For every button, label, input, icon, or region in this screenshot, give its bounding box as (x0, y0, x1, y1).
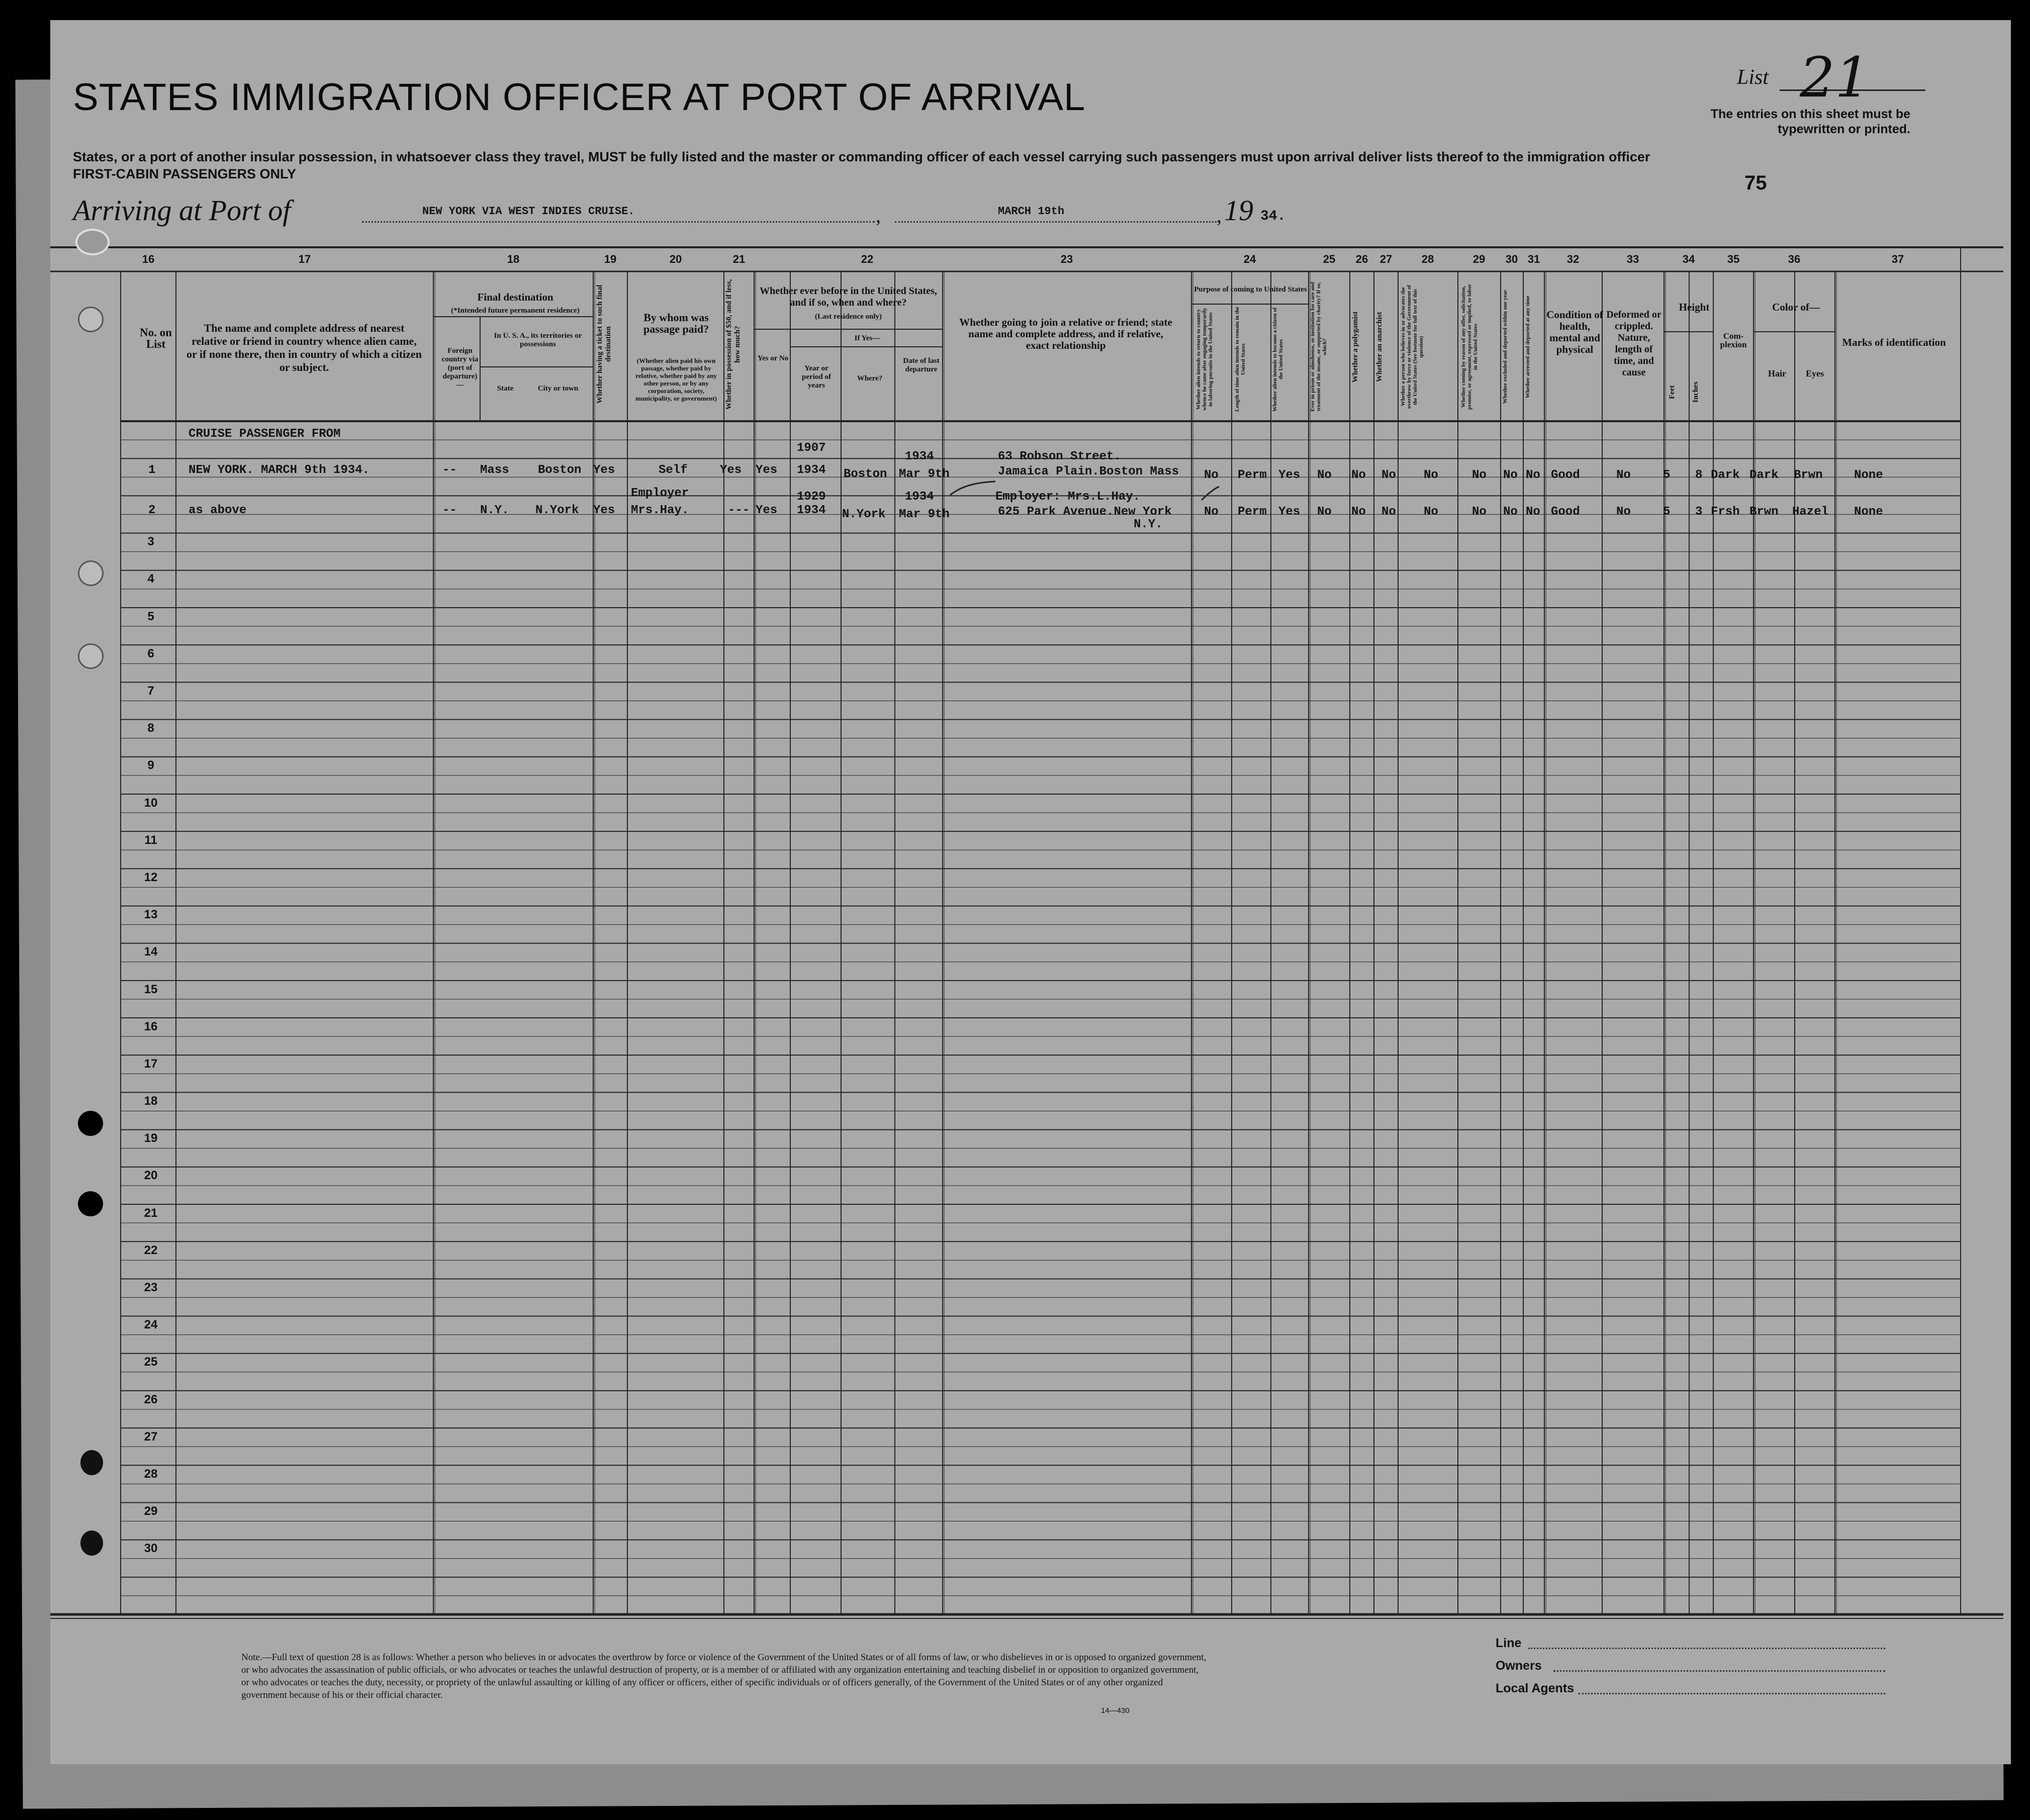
column-number-31: 31 (1527, 253, 1540, 265)
row1-city: Boston (538, 463, 582, 477)
column-number-29: 29 (1472, 253, 1486, 265)
row2-anarchist: No (1381, 505, 1396, 519)
column-number-22: 22 (861, 253, 874, 265)
row1-year-b: 1934 (797, 463, 826, 477)
binder-hole-1 (78, 307, 104, 332)
header-c31: Whether arrested and deported at any time (1525, 296, 1531, 398)
header-c22-sub: (Last residence only) (814, 313, 882, 321)
header-c36-eyes: Eyes (1806, 368, 1824, 378)
row-number-27: 27 (144, 1429, 158, 1444)
row2-deported: No (1526, 505, 1540, 519)
row2-feet: 5 (1663, 505, 1671, 519)
row1-feet: 5 (1663, 468, 1671, 482)
comma-2: , (1217, 204, 1222, 227)
row2-year-a: 1929 (797, 490, 826, 504)
row2-marks: None (1854, 505, 1883, 519)
list-number: 21 (1800, 45, 1870, 110)
row1-polygamist: No (1351, 468, 1366, 482)
row-number-23: 23 (144, 1281, 158, 1295)
row1-ticket: Yes (593, 463, 615, 477)
header-c22-year: Year or period of years (802, 364, 831, 390)
header-c28: Whether a person who believes in or advocates the overthrow by force or violence of the Government of the United States (See footnote for full text of this question) (1400, 284, 1424, 409)
row1-labor: No (1472, 468, 1487, 482)
row1-eyes: Brwn (1794, 468, 1823, 482)
column-number-37: 37 (1891, 253, 1904, 265)
column-number-36: 36 (1788, 253, 1801, 265)
agents-field (1579, 1693, 1885, 1694)
row2-join-c: N.Y. (1134, 518, 1163, 531)
column-number-18: 18 (507, 253, 520, 265)
binder-hole-7 (80, 1530, 103, 1556)
row2-join-b: 625 Park Avenue.New York (998, 505, 1172, 519)
row2-citizen: Yes (1278, 505, 1301, 519)
header-c18-sub: (*Intended future permanent residence) (451, 307, 580, 315)
binder-ring-hole-1 (75, 229, 110, 255)
row2-foreign: -- (442, 504, 457, 517)
row-number-15: 15 (144, 982, 158, 996)
row2-excluded: No (1503, 505, 1518, 519)
row-number-8: 8 (147, 721, 154, 735)
row2-year-b: 1934 (797, 504, 826, 517)
row1-overthrow: No (1424, 468, 1438, 482)
header-c19: Whether having a ticket to such final destination (596, 284, 612, 404)
row2-eyes: Hazel (1792, 505, 1829, 519)
header-c29: Whether coming by reason of any offer, solicitation, promise, or agreement, expressed or implied, to labor in the United States (1460, 283, 1479, 410)
row1-hair: Dark (1749, 468, 1779, 482)
page-title: STATES IMMIGRATION OFFICER AT PORT OF ARRIVAL (73, 76, 1086, 119)
row1-date-a: 1934 (905, 450, 934, 463)
arriving-label: Arriving at Port of (73, 194, 291, 227)
row1-excluded: No (1503, 468, 1518, 482)
row1-complexion: Dark (1711, 468, 1740, 482)
row1-marks: None (1854, 468, 1883, 482)
row-number-11: 11 (144, 833, 157, 847)
header-c18-foreign: Foreign country via (port of departure)— (441, 347, 479, 389)
binder-hole-3 (78, 643, 104, 669)
row2-before: Yes (756, 504, 778, 517)
row2-date-b: Mar 9th (899, 508, 950, 521)
row-number-9: 9 (147, 758, 154, 773)
column-number-34: 34 (1682, 253, 1695, 265)
row2-polygamist: No (1351, 505, 1366, 519)
date-value: MARCH 19th (998, 205, 1065, 218)
row2-inches: 3 (1695, 505, 1703, 519)
header-c34: Height (1679, 301, 1710, 313)
row1-inches: 8 (1695, 468, 1703, 482)
header-c33: Deformed or crippled. Nature, length of time, and cause (1606, 309, 1662, 378)
binder-hole-6 (80, 1450, 103, 1475)
row-number-7: 7 (147, 684, 154, 698)
row2-overthrow: No (1424, 505, 1438, 519)
header-c36: Color of— (1772, 301, 1820, 313)
column-number-20: 20 (669, 253, 682, 265)
header-c18: Final destination (477, 291, 553, 303)
header-c22-date: Date of last departure (903, 357, 940, 373)
header-c22-ifyes: If Yes— (854, 334, 880, 342)
row1-citizen: Yes (1278, 468, 1301, 482)
row-number-29: 29 (144, 1504, 158, 1518)
header-c24b: Length of time alien intends to remain in the United States (1234, 307, 1246, 412)
row-number-16: 16 (144, 1019, 158, 1033)
row1-year-a: 1907 (797, 441, 826, 455)
row1-join-b: Jamaica Plain.Boston Mass (998, 465, 1179, 478)
column-number-16: 16 (142, 253, 155, 265)
subtitle-line-2: FIRST-CABIN PASSENGERS ONLY (73, 166, 297, 181)
row-number-14: 14 (144, 945, 158, 959)
column-number-19: 19 (604, 253, 617, 265)
header-c34-inches: Inches (1692, 381, 1700, 403)
row2-city: N.York (535, 504, 579, 517)
header-c17: The name and complete address of nearest relative or friend in country whence alien came, or if none there, then in country of which a citizen or subject. (187, 322, 422, 373)
row1-before: Yes (756, 463, 778, 477)
row1-foreign: -- (442, 463, 457, 477)
row2-complexion: Frsh (1711, 505, 1740, 519)
header-c34-feet: Feet (1668, 385, 1676, 399)
row2-length: Perm (1238, 505, 1267, 519)
row2-paid-by-b: Mrs.Hay. (631, 504, 689, 517)
row1-date-b: Mar 9th (899, 467, 950, 481)
header-c18-usa: In U. S. A., its territories or possessions (494, 332, 582, 348)
header-c22-where: Where? (857, 374, 883, 382)
row1-paid-by: Self (659, 463, 688, 477)
handwritten-ticks (945, 477, 1227, 518)
row-number-22: 22 (144, 1243, 158, 1257)
row-number-24: 24 (144, 1318, 158, 1332)
row2-hair: Brwn (1749, 505, 1779, 519)
row2-prison: No (1317, 505, 1332, 519)
row2-paid-by-a: Employer (631, 487, 689, 500)
header-c22: Whether ever before in the United States, and if so, when and where? (760, 285, 937, 308)
row1-where: Boston (844, 467, 887, 481)
row2-state: N.Y. (480, 504, 509, 517)
footnote: Note.—Full text of question 28 is as follows: Whether a person who believes in or advocates the overthrow by force or violence of the Government of the United States or of all forms of law, or who disbelieves in or is opposed to organized government, or who advocates the assassination of public officials, or who advocates or teaches the unlawful destruction of property, or is a member of or affiliated with any organization entertaining and teaching disbelief in or opposition to organized government, or who advocates or teaches the duty, necessity, or propriety of the unlawful assaulting or killing of any officer or officers, either of specific individuals or of officers generally, of the Government of the United States or of any other organized government because of his or their official character. (241, 1652, 1207, 1700)
header-c22-yesno: Yes or No (757, 354, 789, 362)
header-c21: Whether in possession of $50, and if less, how much? (725, 279, 742, 410)
header-c18-state: State (497, 385, 514, 393)
row1-return: No (1204, 468, 1219, 482)
year-prefix: 19 (1224, 194, 1253, 227)
row1-no: 1 (148, 463, 156, 477)
typewritten-notice: The entries on this sheet must be typewritten or printed. (1710, 107, 1910, 136)
row1-deformed: No (1616, 468, 1631, 482)
header-c35: Com-plexion (1720, 331, 1747, 349)
row2-join-a: Employer: Mrs.L.Hay. (995, 490, 1141, 504)
header-c18-city: City or town (537, 385, 579, 393)
row1-prison: No (1317, 468, 1332, 482)
row2-deformed: No (1616, 505, 1631, 519)
row-number-12: 12 (144, 870, 158, 884)
row1-health: Good (1551, 468, 1580, 482)
column-number-24: 24 (1243, 253, 1256, 265)
row-number-4: 4 (147, 572, 154, 586)
header-c32: Condition of health, mental and physical (1546, 309, 1603, 355)
column-number-23: 23 (1060, 253, 1073, 265)
row1-length: Perm (1238, 468, 1267, 482)
row1-state: Mass (480, 463, 509, 477)
row-number-10: 10 (144, 796, 158, 810)
header-c16: No. on List (140, 326, 172, 350)
column-number-26: 26 (1355, 253, 1368, 265)
header-c30: Whether excluded and deported within one year (1502, 290, 1508, 404)
row-number-3: 3 (147, 535, 154, 549)
subtitle-line-1: States, or a port of another insular possession, in whatsoever class they travel, MUST be fully listed and the master or commanding officer of each vessel carrying such passengers must upon arrival deliver lists thereof to the immigration officer (73, 149, 1650, 164)
row-number-18: 18 (144, 1094, 158, 1108)
row-number-21: 21 (144, 1206, 158, 1220)
agents-label: Local Agents (1496, 1681, 1575, 1695)
binder-hole-2 (78, 560, 104, 586)
comma-1: , (876, 204, 881, 227)
header-c27: Whether an anarchist (1375, 312, 1383, 382)
header-c20-note: (Whether alien paid his own passage, whether paid by relative, whether paid by any other person, or by any corporation, society, municipality, or government) (635, 357, 717, 402)
row-number-28: 28 (144, 1467, 158, 1481)
row2-date-a: 1934 (905, 490, 934, 504)
column-number-27: 27 (1379, 253, 1393, 265)
pre-entry-line: CRUISE PASSENGER FROM (189, 427, 341, 441)
column-number-28: 28 (1421, 253, 1434, 265)
binder-hole-5 (78, 1191, 103, 1216)
column-number-17: 17 (298, 253, 311, 265)
header-c26: Whether a polygamist (1351, 311, 1359, 382)
row-number-13: 13 (144, 908, 158, 922)
header-c36-hair: Hair (1768, 368, 1786, 378)
row-number-26: 26 (144, 1392, 158, 1406)
page-number: 75 (1744, 172, 1767, 194)
header-c37: Marks of identification (1842, 336, 1946, 348)
header-c25: Ever in prison or almshouse, or institution for care and treatment of the insane, or supported by charity? If so, which? (1310, 281, 1328, 412)
header-c23: Whether going to join a relative or friend; state name and complete address, and if relative, exact relationship (959, 316, 1172, 351)
row-number-30: 30 (144, 1542, 158, 1556)
column-number-21: 21 (732, 253, 746, 265)
line-field (1528, 1648, 1885, 1649)
row2-where: N.York (842, 508, 886, 521)
row2-health: Good (1551, 505, 1580, 519)
row1-relative: NEW YORK. MARCH 9th 1934. (189, 463, 370, 477)
row2-no: 2 (148, 504, 156, 517)
row-number-6: 6 (147, 646, 154, 660)
row2-return: No (1204, 505, 1219, 519)
row-number-5: 5 (147, 609, 154, 623)
header-c24: Purpose of coming to United States (1194, 285, 1307, 294)
header-c24c: Whether alien intends to become a citizen of the United States (1272, 307, 1284, 412)
owners-field (1553, 1670, 1885, 1672)
port-value: NEW YORK VIA WEST INDIES CRUISE. (422, 205, 635, 218)
column-number-25: 25 (1323, 253, 1336, 265)
binder-hole-4 (78, 1111, 103, 1136)
row-number-25: 25 (144, 1355, 158, 1369)
line-label: Line (1496, 1636, 1522, 1650)
header-c20: By whom was passage paid? (643, 311, 709, 335)
list-label: List (1737, 66, 1769, 89)
row1-anarchist: No (1381, 468, 1396, 482)
header-c24a: Whether alien intends to return to country whence he came after engaging temporarily in laboring pursuits in the United States (1195, 308, 1214, 411)
row1-join-a: 63 Robson Street. (998, 450, 1121, 463)
owners-label: Owners (1496, 1659, 1542, 1673)
column-number-30: 30 (1505, 253, 1518, 265)
column-number-32: 32 (1566, 253, 1580, 265)
row1-money: Yes (720, 463, 742, 477)
row-number-20: 20 (144, 1169, 158, 1183)
row1-deported: No (1526, 468, 1540, 482)
row2-money: --- (728, 504, 750, 517)
row2-ticket: Yes (593, 504, 615, 517)
row2-relative: as above (189, 504, 247, 517)
row-number-19: 19 (144, 1131, 158, 1145)
year-suffix: 34. (1260, 209, 1286, 224)
column-number-33: 33 (1626, 253, 1639, 265)
column-number-35: 35 (1727, 253, 1740, 265)
row2-labor: No (1472, 505, 1487, 519)
form-code: 14—430 (1101, 1706, 1130, 1715)
row-number-17: 17 (144, 1057, 158, 1071)
